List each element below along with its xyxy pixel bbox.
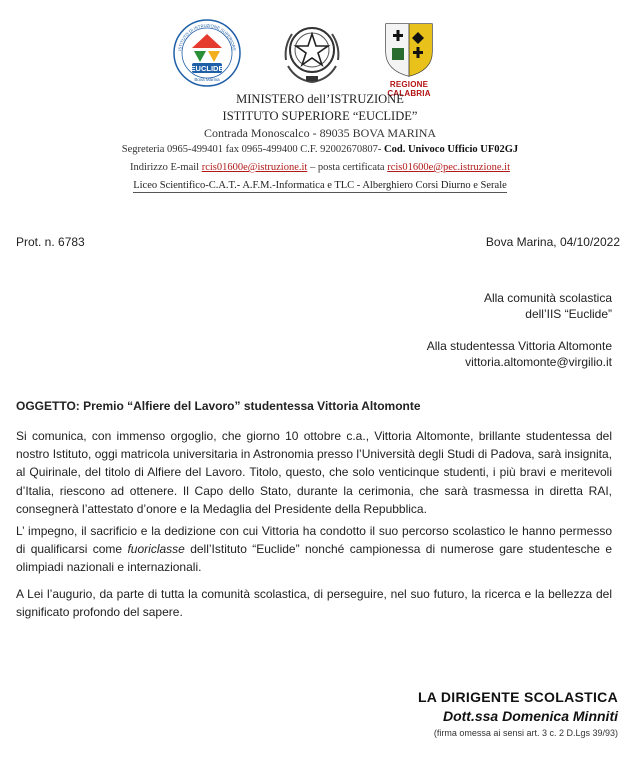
school-contacts: [0, 144, 640, 155]
courses-line: [0, 180, 640, 191]
ministry-name: MINISTERO dell’ISTRUZIONE: [236, 92, 404, 106]
place-date: Bova Marina, 04/10/2022: [485, 235, 620, 249]
phone-fax-cf: Segreteria 0965-499401 fax 0965-499400 C.F. 92002670807-: [121, 144, 382, 155]
paragraph-2-italic: fuoriclasse: [127, 542, 185, 557]
paragraph-1: Si comunica, con immenso orgoglio, che giorno 10 ottobre c.a., Vittoria Altomonte, brillante studentessa del nostro Istituto, oggi matricola universitaria in Astronomia presso l’Università degli Studi di Padova, sarà insignita, al Quirinale, del titolo di Alfiere del Lavoro. Titolo, questo, che solo venticinque studenti, i più bravi e meritevoli d’Italia, riescono ad ottenere. Il Capo dello Stato, durante la cerimonia, che sarà trasmessa in diretta RAI, consegnerà l’attestato d’onore e la Medaglia del Presidente della Repubblica.: [16, 429, 612, 516]
euclide-logo-subtext: Bova Marina: [194, 77, 220, 82]
header-logos: [0, 14, 640, 96]
recipient-community: [484, 290, 612, 322]
signature-note: (firma omessa ai sensi art. 3 c. 2 D.Lgs 39/93): [433, 728, 618, 738]
school-address: Contrada Monoscalco - 89035 BOVA MARINA: [203, 126, 437, 140]
recipient-student: [427, 338, 612, 370]
euclide-logo-ring-text: ISTITUTO DI ISTRUZIONE SUPERIORE: [177, 22, 237, 52]
email-label: Indirizzo E-mail: [129, 162, 200, 173]
school-emails: [0, 162, 640, 173]
recipient-community-line1: Alla comunità scolastica: [483, 291, 612, 305]
region-label: REGIONE CALABRIA: [387, 80, 431, 98]
paragraph-2-end: dell’Istituto “Euclide” nonché campionessa di numerose gare studentesche e olimpiadi nazionali e internazionali.: [16, 542, 613, 575]
recipient-student-email: vittoria.altomonte@virgilio.it: [465, 355, 612, 369]
regione-calabria-logo: [372, 18, 446, 96]
euclide-logo-text: EUCLIDE: [190, 64, 224, 73]
recipient-student-line1: Alla studentessa Vittoria Altomonte: [426, 339, 612, 353]
signature-name: Dott.ssa Domenica Minniti: [442, 708, 618, 724]
courses-text: Liceo Scientifico-C.A.T.- A.F.M.-Informatica e TLC - Alberghiero Corsi Diurno e Serale: [133, 180, 507, 191]
school-name: ISTITUTO SUPERIORE “EUCLIDE”: [222, 109, 418, 123]
pec-link[interactable]: rcis01600e@pec.istruzione.it: [387, 162, 511, 173]
paragraph-3: A Lei l’augurio, da parte di tutta la comunità scolastica, di perseguire, nel suo futuro, la ricerca e la bellezza del significato profondo del sapere.: [16, 587, 612, 620]
republic-emblem-icon: [276, 16, 348, 86]
office-code: Cod. Univoco Ufficio UF02GJ: [384, 144, 519, 155]
protocol-number: Prot. n. 6783: [16, 235, 85, 249]
email-link[interactable]: rcis01600e@istruzione.it: [201, 162, 308, 173]
signature-title: LA DIRIGENTE SCOLASTICA: [417, 689, 618, 705]
euclide-logo: [172, 18, 242, 92]
pec-label: – posta certificata: [309, 162, 385, 173]
paragraph-2: [16, 522, 612, 577]
letter-subject: OGGETTO: Premio “Alfiere del Lavoro” studentessa Vittoria Altomonte: [16, 399, 421, 413]
recipient-community-line2: dell’IIS “Euclide”: [525, 307, 612, 321]
paragraph-2-start: L’ impegno, il sacrificio e la dedizione con cui Vittoria ha condotto il suo percorso scolastico le hanno permesso di qualificarsi come: [16, 524, 612, 557]
